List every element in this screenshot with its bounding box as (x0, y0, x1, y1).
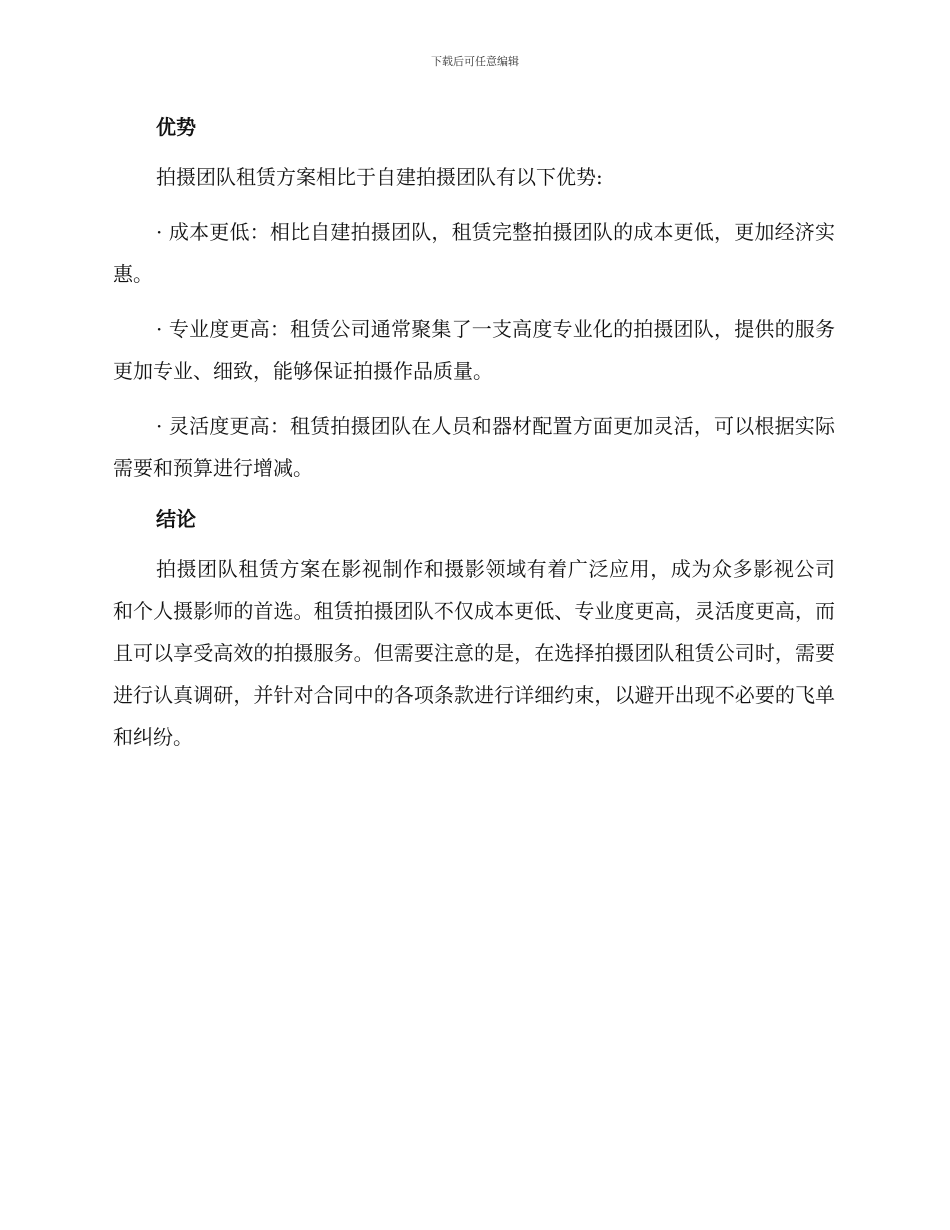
advantage-item-professionalism: · 专业度更高：租赁公司通常聚集了一支高度专业化的拍摄团队，提供的服务更加专业、细致，能够保证拍摄作品质量。 (113, 317, 835, 383)
advantages-heading: 优势 (156, 115, 196, 139)
advantage-item-flexibility: · 灵活度更高：租赁拍摄团队在人员和器材配置方面更加灵活，可以根据实际需要和预算进行增减。 (113, 414, 835, 480)
conclusion-heading: 结论 (156, 507, 196, 531)
document-body (113, 110, 835, 758)
conclusion-paragraph: 拍摄团队租赁方案在影视制作和摄影领域有着广泛应用，成为众多影视公司和个人摄影师的首选。租赁拍摄团队不仅成本更低、专业度更高，灵活度更高，而且可以享受高效的拍摄服务。但需要注意的是，在选择拍摄团队租赁公司时，需要进行认真调研，并针对合同中的各项条款进行详细约束，以避开出现不必要的飞单和纠纷。 (113, 557, 835, 749)
page-header-note: 下载后可任意编辑 (431, 55, 519, 68)
advantages-intro: 拍摄团队租赁方案相比于自建拍摄团队有以下优势: (156, 165, 603, 189)
advantage-item-cost: · 成本更低：相比自建拍摄团队，租赁完整拍摄团队的成本更低，更加经济实惠。 (113, 220, 835, 286)
